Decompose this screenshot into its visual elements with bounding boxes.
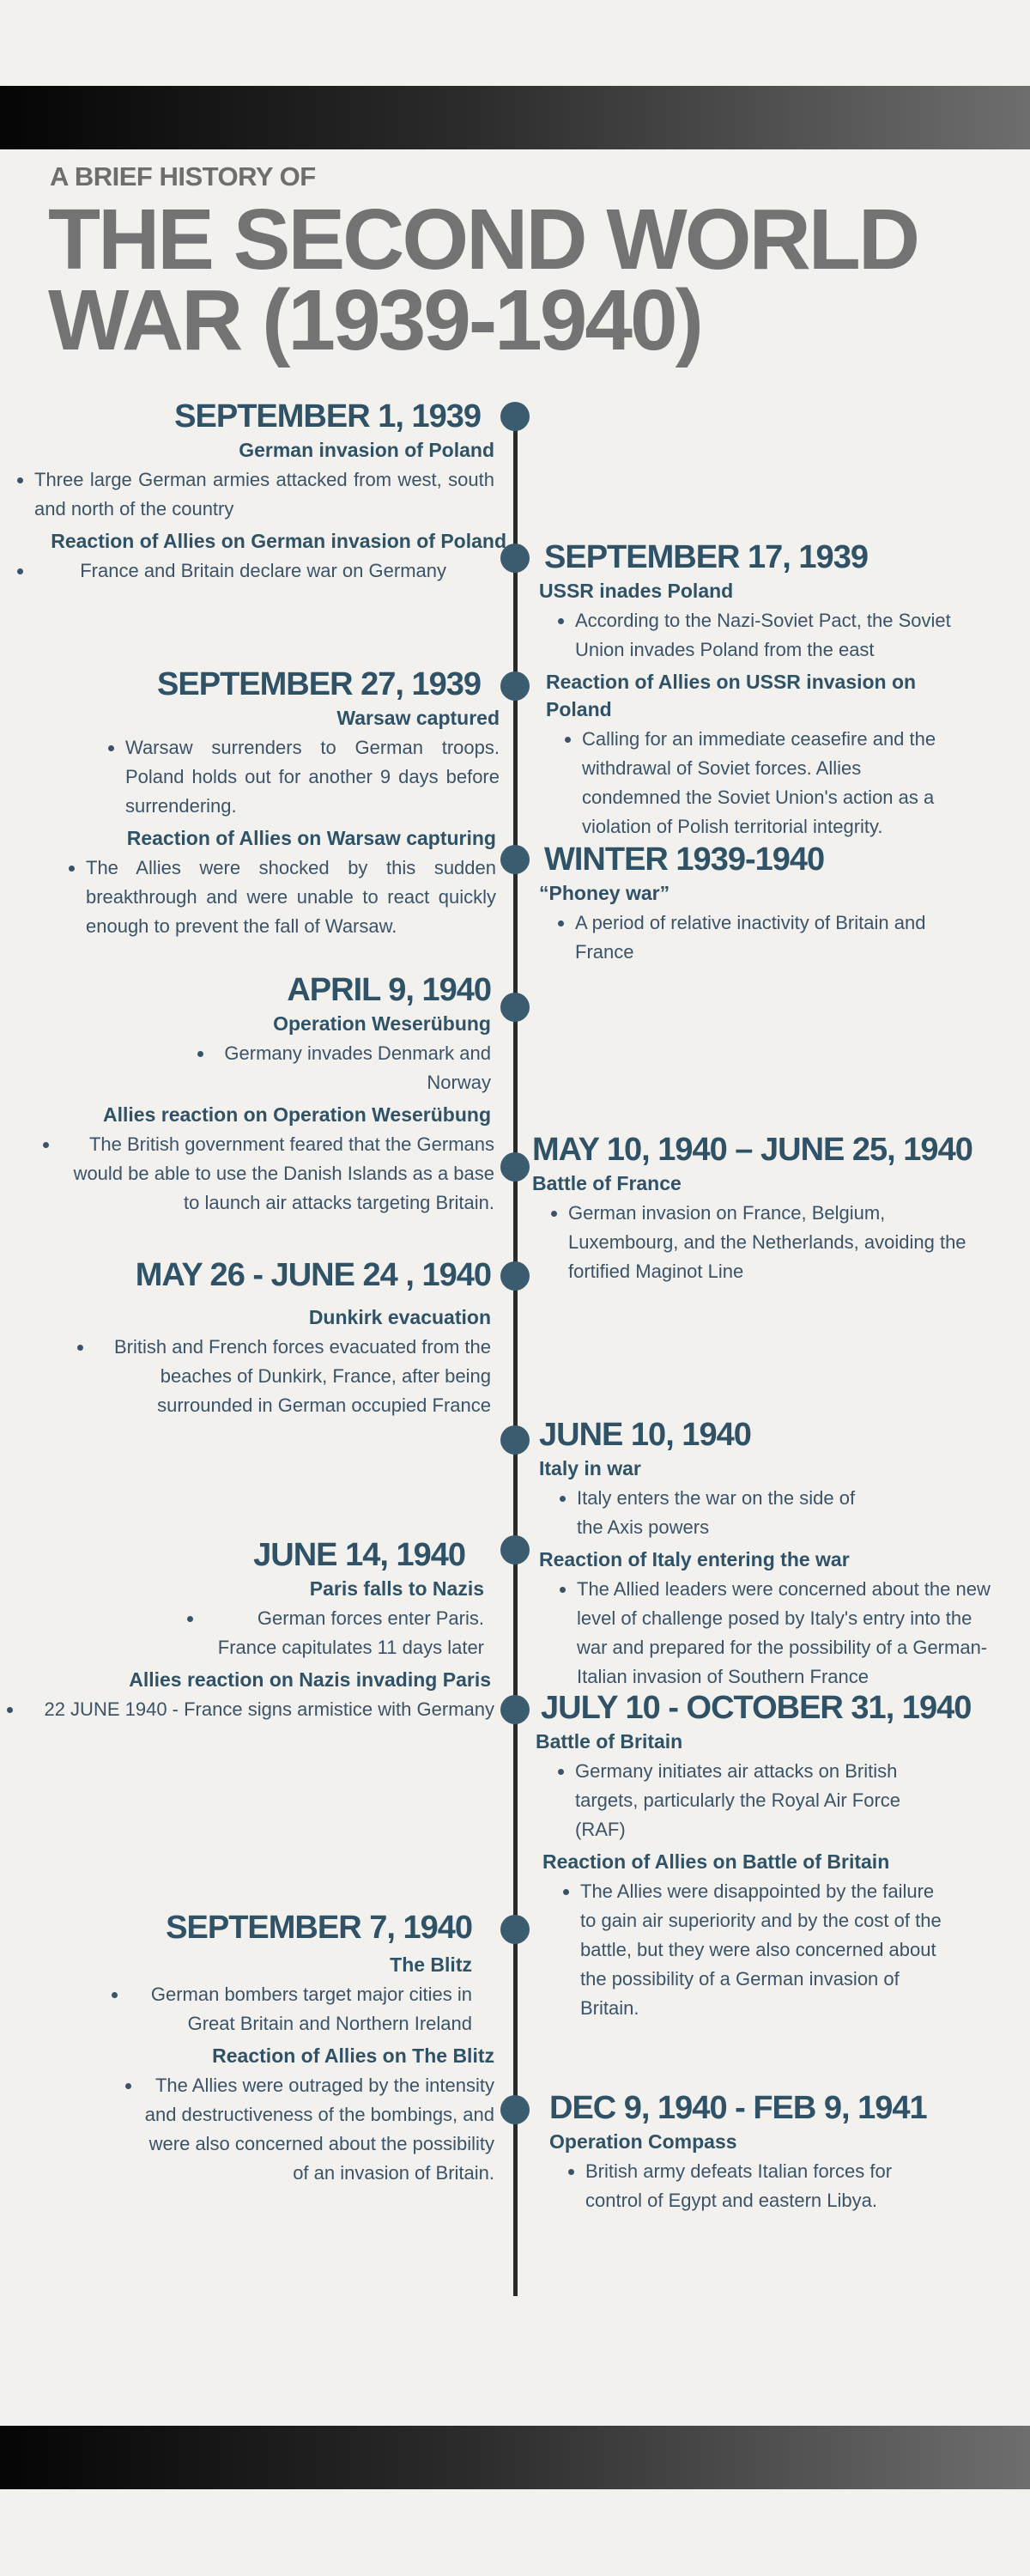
title-line-1: THE SECOND WORLD <box>48 191 918 288</box>
event-date: SEPTEMBER 1, 1939 <box>174 398 481 434</box>
event-date: APRIL 9, 1940 <box>287 972 491 1008</box>
event-bullets <box>539 908 953 967</box>
event-subtitle-2: Reaction of Italy entering the war <box>539 1548 850 1571</box>
event-bullet: • Warsaw surrenders to German troops. Poland holds out for another 9 days before surrendering. <box>125 733 500 821</box>
event-bullets <box>94 1333 491 1420</box>
event-bullets-2 <box>536 1877 949 2023</box>
event-bullets <box>536 1757 927 1844</box>
event-bullet: • German forces enter Paris. France capitulates 11 days later <box>204 1604 484 1662</box>
event-bullets <box>549 2157 929 2215</box>
event-subtitle: Italy in war <box>539 1457 641 1479</box>
event-date: JULY 10 - OCTOBER 31, 1940 <box>541 1690 972 1726</box>
event-bullet: • Three large German armies attacked from west, south and north of the country <box>34 465 494 524</box>
event-apr-9-1940 <box>34 970 506 1221</box>
event-subtitle-2: Reaction of Allies on German invasion of Poland <box>51 530 506 552</box>
event-bullets-2 <box>539 1575 997 1692</box>
event-bullet: • A period of relative inactivity of Britain and France <box>575 908 953 967</box>
event-bullets <box>539 1484 877 1542</box>
event-subtitle-2: Reaction of Allies on The Blitz <box>212 2044 494 2067</box>
event-bullets-2 <box>86 854 496 941</box>
event-subtitle: “Phoney war” <box>539 882 670 904</box>
event-bullets-2 <box>142 2071 494 2188</box>
event-date: JUNE 14, 1940 <box>253 1537 465 1573</box>
event-subtitle: The Blitz <box>390 1953 472 1976</box>
event-subtitle: Paris falls to Nazis <box>309 1577 484 1600</box>
event-bullets <box>539 606 977 665</box>
event-subtitle: Operation Compass <box>549 2130 737 2153</box>
event-jul-10-1940 <box>536 1688 999 2026</box>
event-sep-1-1939 <box>34 397 506 589</box>
title-line-2: WAR (1939-1940) <box>48 272 701 368</box>
event-date: JUNE 10, 1940 <box>539 1417 751 1453</box>
event-subtitle: USSR inades Poland <box>539 580 734 602</box>
event-subtitle-2: Allies reaction on Operation Weserübung <box>103 1103 491 1126</box>
event-bullet: • The Allies were shocked by this sudden breakthrough and were unable to react quickly enough to prevent the fall of Warsaw. <box>86 854 496 941</box>
event-date: SEPTEMBER 7, 1940 <box>166 1910 472 1946</box>
event-subtitle-2: Reaction of Allies on USSR invasion on Poland <box>546 671 917 720</box>
event-bullet: • The Allies were outraged by the intensity and destructiveness of the bombings, and were also concerned about the possibility of an invasion of Britain. <box>142 2071 494 2188</box>
event-sep-17-1939 <box>539 538 977 845</box>
event-sep-7-1940 <box>103 1908 506 2191</box>
title-kicker: A BRIEF HISTORY OF <box>50 161 316 191</box>
event-bullets <box>204 1604 484 1662</box>
event-bullets-2 <box>539 725 951 841</box>
event-bullet: • Germany initiates air attacks on British targets, particularly the Royal Air Force (RAF) <box>575 1757 927 1844</box>
event-bullet: • The Allied leaders were concerned about the new level of challenge posed by Italy's entry into the war and prepared for the possibility of a German-Italian invasion of Southern France <box>577 1575 997 1692</box>
event-subtitle: Battle of France <box>532 1172 682 1194</box>
event-subtitle: Operation Weserübung <box>273 1012 491 1035</box>
event-may-26-1940 <box>52 1255 506 1424</box>
event-bullets <box>532 1199 972 1286</box>
event-sep-27-1939 <box>52 665 506 945</box>
event-bullet: • British and French forces evacuated from the beaches of Dunkirk, France, after being surrounded in German occupied France <box>94 1333 491 1420</box>
event-bullet: • German invasion on France, Belgium, Luxembourg, and the Netherlands, avoiding the fortified Maginot Line <box>568 1199 972 1286</box>
event-date: DEC 9, 1940 - FEB 9, 1941 <box>549 2090 927 2126</box>
event-subtitle: Warsaw captured <box>336 707 500 729</box>
event-bullet: • Germany invades Denmark and Norway <box>215 1039 491 1097</box>
event-bullet: • British army defeats Italian forces for control of Egypt and eastern Libya. <box>585 2157 929 2215</box>
event-winter-1939 <box>539 840 977 970</box>
event-bullets <box>34 465 494 524</box>
page-title <box>48 191 992 368</box>
event-subtitle: Dunkirk evacuation <box>308 1306 491 1328</box>
timeline-dot-jun-10-1940 <box>500 1425 530 1455</box>
event-date: MAY 10, 1940 – JUNE 25, 1940 <box>532 1132 972 1168</box>
event-bullets-2 <box>24 1695 494 1724</box>
event-jun-10-1940 <box>539 1415 1003 1695</box>
event-bullet: • According to the Nazi-Soviet Pact, the Soviet Union invades Poland from the east <box>575 606 977 665</box>
event-may-10-1940 <box>532 1130 996 1290</box>
event-bullet: • France and Britain declare war on Germany <box>34 556 446 586</box>
event-date: MAY 26 - JUNE 24 , 1940 <box>135 1257 491 1293</box>
event-bullet: • Calling for an immediate ceasefire and the withdrawal of Soviet forces. Allies condemned the Soviet Union's action as a violation of Polish territorial integrity. <box>582 725 951 841</box>
event-bullet: • The Allies were disappointed by the failure to gain air superiority and by the cost of the battle, but they were also concerned about the possibility of a German invasion of Britain. <box>580 1877 949 2023</box>
event-subtitle: Battle of Britain <box>536 1730 683 1753</box>
event-date: SEPTEMBER 17, 1939 <box>544 539 868 575</box>
event-subtitle: German invasion of Poland <box>239 439 494 461</box>
event-bullets <box>129 1980 472 2038</box>
event-bullets-2 <box>60 1130 494 1218</box>
event-bullet: • Italy enters the war on the side of the Axis powers <box>577 1484 877 1542</box>
event-bullets <box>125 733 500 821</box>
event-dec-9-1940 <box>549 2088 978 2219</box>
event-subtitle-2: Reaction of Allies on Warsaw capturing <box>126 827 496 849</box>
header-band <box>0 86 1030 149</box>
event-date: SEPTEMBER 27, 1939 <box>157 666 481 702</box>
event-bullets-2 <box>34 556 446 586</box>
footer-band <box>0 2426 1030 2489</box>
event-bullet: • German bombers target major cities in Great Britain and Northern Ireland <box>129 1980 472 2038</box>
event-subtitle-2: Reaction of Allies on Battle of Britain <box>542 1850 890 1873</box>
event-jun-14-1940 <box>7 1535 506 1728</box>
event-bullet: • 22 JUNE 1940 - France signs armistice with Germany <box>24 1695 494 1724</box>
event-date: WINTER 1939-1940 <box>544 841 825 878</box>
event-bullet: • The British government feared that the Germans would be able to use the Danish Islands as a base to launch air attacks targeting Britain. <box>60 1130 494 1218</box>
event-bullets <box>215 1039 491 1097</box>
event-subtitle-2: Allies reaction on Nazis invading Paris <box>129 1668 491 1691</box>
